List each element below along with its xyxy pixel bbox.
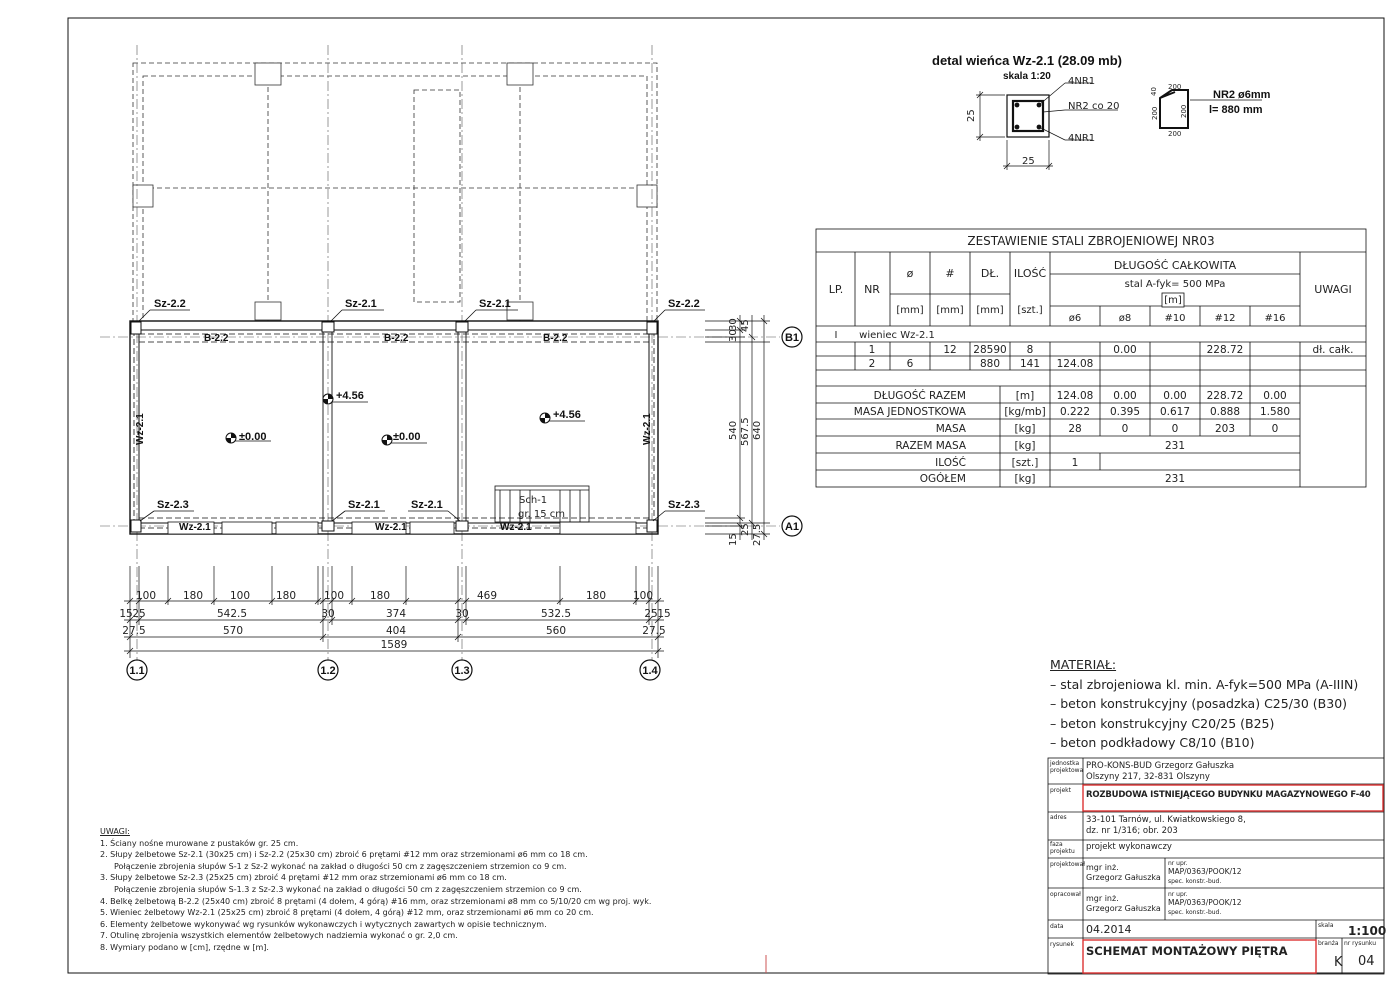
beam-label-1: B-2.2: [204, 333, 229, 344]
tb-label-nrupr-1: nr upr.: [1168, 860, 1188, 867]
tb-spec-2: spec. konstr.-bud.: [1168, 909, 1222, 916]
dim1-3: 180: [275, 590, 297, 602]
note-8: 8. Wymiary podano w [cm], rzędne w [m].: [100, 942, 269, 952]
note-3b: Połączenie zbrojenia słupów S-1.3 z Sz-2.3 wykonać na zakład o długości 50 cm z zagęszczeniem strzemion co 9 cm.: [114, 884, 582, 894]
dim1-2: 100: [229, 590, 251, 602]
summary-unit: [m]: [1015, 390, 1035, 402]
stirrup-dim-4: 200: [1180, 104, 1188, 118]
row-dl: 880: [979, 358, 1001, 370]
tb-spec-1: spec. konstr.-bud.: [1168, 878, 1222, 885]
tb-label-rysunek: rysunek: [1050, 941, 1074, 948]
dim2-4: 374: [385, 608, 407, 620]
summary-value: 0.888: [1209, 406, 1241, 418]
row-dl: 28590: [973, 344, 1007, 356]
summary-value: 0.00: [1263, 390, 1287, 402]
tb-branch: K: [1334, 955, 1343, 970]
column-sz21-a: [322, 322, 334, 332]
th-phi: ø: [906, 267, 914, 280]
td-12: #12: [1214, 313, 1236, 324]
ogolem-value: 231: [1164, 473, 1186, 485]
col-label-top-2: Sz-2.1: [345, 298, 377, 310]
tu-mm3: [mm]: [976, 305, 1004, 316]
level-label-1: ±0.00: [239, 431, 267, 443]
summary-value: 1.580: [1259, 406, 1291, 418]
ilosc-unit: [szt.]: [1011, 457, 1039, 469]
stair-label: Sch-1: [519, 495, 548, 506]
note-5: 5. Wieniec żelbetowy Wz-2.1 (25x25 cm) zbroić 8 prętami (4 dołem, 4 górą) #12 mm, oraz strzemionami ø6 mm co 20 cm.: [100, 908, 594, 918]
ogolem-label: OGÓŁEM: [919, 473, 966, 485]
side-label-left: Wz-2.1: [135, 413, 146, 445]
summary-value: 203: [1214, 423, 1236, 435]
dim2-2: 542.5: [216, 608, 248, 620]
summary-value: 0: [1171, 423, 1179, 435]
steel-table-rows: [854, 344, 1354, 485]
row-ilosc: 8: [1026, 344, 1034, 356]
row-value: 228.72: [1206, 344, 1244, 356]
note-2: 2. Słupy żelbetowe Sz-2.1 (30x25 cm) i Sz-2.2 (25x30 cm) zbroić 6 prętami #12 mm oraz strzemionami ø6 mm co 18 cm.: [100, 850, 588, 860]
beam-label-3: B-2.2: [543, 333, 568, 344]
column-sz23-left: [131, 520, 141, 532]
detail-label-top: 4NR1: [1068, 76, 1096, 87]
vdim-8: 25: [740, 523, 751, 536]
material-3: – beton konstrukcyjny C20/25 (B25): [1050, 715, 1275, 731]
summary-value: 0: [1271, 423, 1279, 435]
th-dlugosc: DŁUGOŚĆ CAŁKOWITA: [1113, 259, 1237, 272]
dim3-4: 27.5: [642, 625, 666, 637]
row-nr: 2: [868, 358, 876, 370]
axis-b1: B1: [784, 332, 800, 344]
row-value: 124.08: [1056, 358, 1094, 370]
td-10: #10: [1164, 313, 1186, 324]
row-value: 0.00: [1113, 344, 1137, 356]
summary-unit: [kg]: [1014, 423, 1036, 435]
vdim-1: 30: [728, 318, 739, 331]
td-phi8: ø8: [1118, 313, 1132, 324]
th-lp: LP.: [828, 283, 844, 296]
tb-license-1: MAP/0363/POOK/12: [1168, 867, 1242, 876]
summary-label: DŁUGOŚĆ RAZEM: [873, 390, 966, 402]
steel-table-title: ZESTAWIENIE STALI ZBROJENIOWEJ NR03: [967, 234, 1215, 248]
tb-label-skala: skala: [1318, 922, 1334, 929]
note-7: 7. Otulinę zbrojenia wszystkich elementów żelbetowych nadziemia wykonać o gr. 2,0 cm.: [100, 931, 458, 941]
dim2-7: 25: [644, 608, 658, 620]
razem-masa-label: RAZEM MASA: [895, 440, 966, 452]
tb-project: ROZBUDOWA ISTNIEJĄCEGO BUDYNKU MAGAZYNOWEGO F-40: [1086, 790, 1371, 800]
detail-scale: skala 1:20: [1003, 71, 1051, 82]
dim2-1: 25: [132, 608, 146, 620]
material-title: MATERIAŁ:: [1050, 657, 1117, 672]
dim2-0: 15: [119, 608, 133, 620]
level-label-3: ±0.00: [393, 431, 421, 443]
axis-lines: [100, 45, 780, 660]
lower-floor-outline: [133, 63, 657, 321]
stirrup-length: l= 880 mm: [1209, 104, 1263, 116]
summary-value: 0.395: [1109, 406, 1141, 418]
detail-dim-h: 25: [966, 109, 977, 122]
tb-person-1a: mgr inż.: [1086, 863, 1119, 872]
floor-plan: [100, 45, 802, 680]
vdim-3: 45: [740, 319, 751, 332]
summary-value: 28: [1068, 423, 1082, 435]
axis-a1: A1: [784, 521, 800, 533]
detail-title: detal wieńca Wz-2.1 (28.09 mb): [932, 53, 1123, 68]
row-phi: 6: [906, 358, 914, 370]
note-2b: Połączenie zbrojenia słupów S-1 z Sz-2 wykonać na zakład o długości 50 cm z zagęszczeniem strzemion co 9 cm.: [114, 861, 567, 871]
vdim-7: 15: [728, 533, 739, 546]
th-m: [m]: [1164, 295, 1182, 306]
tb-address-2: dz. nr 1/316; obr. 203: [1086, 826, 1178, 836]
tb-scale: 1:100: [1348, 924, 1387, 938]
col-label-bot-1: Sz-2.3: [157, 499, 189, 511]
column-sz21-b: [456, 322, 468, 332]
tu-mm2: [mm]: [936, 305, 964, 316]
beam-label-2: B-2.2: [384, 333, 409, 344]
upper-floor-walls: [130, 321, 658, 534]
tu-szt: [szt.]: [1017, 305, 1043, 316]
summary-value: 0.00: [1113, 390, 1137, 402]
stair-sub-label: gr. 15 cm: [518, 509, 566, 520]
ogolem-unit: [kg]: [1014, 473, 1036, 485]
vdim-2: 30: [728, 329, 739, 342]
th-uwagi: UWAGI: [1314, 283, 1352, 296]
note-4: 4. Belkę żelbetową B-2.2 (25x40 cm) zbroić 8 prętami (4 dołem, 4 górą) #16 mm, oraz strzemionami ø8 mm co 5/10/20 cm wg proj. wyk.: [100, 896, 652, 906]
axis-1-2: 1.2: [320, 665, 336, 677]
notes-title: UWAGI:: [100, 827, 130, 836]
dim1-0: 100: [135, 590, 157, 602]
vdim-9: 27.5: [752, 523, 763, 546]
lower-floor-columns: [133, 63, 657, 320]
col-label-bot-3: Sz-2.1: [411, 499, 443, 511]
detail-label-bot: 4NR1: [1068, 133, 1096, 144]
row-nr: 1: [868, 344, 876, 356]
tb-date: 04.2014: [1086, 923, 1132, 936]
th-stal: stal A-fyk= 500 MPa: [1124, 279, 1226, 290]
dim1-5: 180: [369, 590, 391, 602]
th-ilosc: ILOŚĆ: [1013, 267, 1047, 280]
summary-value: 0.00: [1163, 390, 1187, 402]
row-uwagi: dł. całk.: [1312, 344, 1354, 356]
dim3-1: 570: [222, 625, 244, 637]
tu-mm1: [mm]: [896, 305, 924, 316]
tb-license-2: MAP/0363/POOK/12: [1168, 898, 1242, 907]
td-16: #16: [1264, 313, 1286, 324]
detail-label-mid: NR2 co 20: [1068, 101, 1120, 112]
dim1-1: 180: [182, 590, 204, 602]
col-label-bot-2: Sz-2.1: [348, 499, 380, 511]
col-label-top-4: Sz-2.2: [668, 298, 700, 310]
summary-value: 124.08: [1056, 390, 1094, 402]
tb-company-1: PRO-KONS-BUD Grzegorz Gałuszka: [1086, 761, 1235, 771]
dim3-3: 560: [545, 625, 567, 637]
tb-person-1b: Grzegorz Gałuszka: [1086, 873, 1161, 882]
axis-1-1: 1.1: [129, 665, 145, 677]
dim-total: 1589: [380, 639, 408, 651]
tb-label-projekt: projekt: [1050, 787, 1071, 794]
level-label-4: +4.56: [553, 409, 581, 421]
tb-phase: projekt wykonawczy: [1086, 842, 1172, 852]
stirrup-dim-3: 200: [1151, 106, 1159, 120]
col-label-top-1: Sz-2.2: [154, 298, 186, 310]
dim2-8: 15: [657, 608, 671, 620]
ilosc-value: 1: [1071, 457, 1079, 469]
column-sz23-right: [647, 520, 657, 532]
summary-value: 0.222: [1059, 406, 1091, 418]
axis-1-4: 1.4: [642, 665, 658, 677]
stirrup-name: NR2 ø6mm: [1213, 89, 1271, 101]
side-label-right: Wz-2.1: [642, 413, 653, 445]
notes-block: [100, 826, 740, 954]
group-lp: I: [834, 330, 838, 341]
note-6: 6. Elementy żelbetowe wykonywać wg rysunków wykonawczych i wytycznych zawartych w opisie technicznym.: [100, 919, 547, 929]
tb-label-opracowal: opracował: [1050, 891, 1081, 898]
ring-label-3: Wz-2.1: [500, 522, 532, 533]
tb-number: 04: [1358, 954, 1375, 969]
tb-label-data: data: [1050, 923, 1064, 930]
summary-label: MASA JEDNOSTKOWA: [853, 406, 966, 418]
tb-label-branza: branża: [1318, 940, 1339, 947]
col-label-bot-4: Sz-2.3: [668, 499, 700, 511]
th-dl: DŁ.: [980, 267, 1000, 280]
dim2-6: 532.5: [540, 608, 572, 620]
tb-label-adres: adres: [1050, 814, 1067, 821]
row-ilosc: 141: [1019, 358, 1041, 370]
razem-masa-value: 231: [1164, 440, 1186, 452]
razem-masa-unit: [kg]: [1014, 440, 1036, 452]
note-3: 3. Słupy żelbetowe Sz-2.3 (25x25 cm) zbroić 4 prętami #12 mm oraz strzemionami ø6 mm co 18 cm.: [100, 873, 507, 883]
summary-value: 0: [1121, 423, 1129, 435]
dim2-3: 30: [321, 608, 335, 620]
note-1: 1. Ściany nośne murowane z pustaków gr. 25 cm.: [100, 838, 299, 848]
tb-label-nr: nr rysunku: [1344, 940, 1377, 947]
column-sz21-d: [456, 521, 468, 531]
vdim-5: 567.5: [740, 417, 751, 446]
title-block: [1048, 758, 1387, 974]
tb-label-projektowal: projektował: [1050, 861, 1085, 868]
dim1-8: 100: [632, 590, 654, 602]
ring-beam-detail: [932, 53, 1271, 170]
dim1-6: 469: [476, 590, 498, 602]
summary-value: 228.72: [1206, 390, 1244, 402]
summary-label: MASA: [935, 423, 966, 435]
column-sz22-right: [647, 322, 657, 334]
material-block: [1050, 655, 1380, 753]
tb-person-2b: Grzegorz Gałuszka: [1086, 904, 1161, 913]
summary-unit: [kg/mb]: [1004, 406, 1046, 418]
steel-table-text: [829, 234, 1352, 341]
stirrup-dim-1: 200: [1168, 83, 1182, 91]
stirrup-dim-5: 200: [1168, 130, 1182, 138]
dim3-0: 27.5: [122, 625, 146, 637]
row-hash: 12: [943, 344, 957, 356]
vdim-4: 540: [728, 420, 739, 440]
tb-label-jednostka: jednostka projektowa: [1050, 760, 1084, 774]
ring-label-2: Wz-2.1: [375, 522, 407, 533]
col-label-top-3: Sz-2.1: [479, 298, 511, 310]
material-4: – beton podkładowy C8/10 (B10): [1050, 735, 1255, 750]
tb-person-2a: mgr inż.: [1086, 894, 1119, 903]
ilosc-label: ILOŚĆ: [935, 457, 966, 469]
group-name: wieniec Wz-2.1: [859, 330, 935, 341]
vdim-6: 640: [752, 420, 763, 440]
dim2-5: 30: [455, 608, 469, 620]
stirrup-dim-2: 40: [1150, 87, 1158, 96]
tb-company-2: Olszyny 217, 32-831 Olszyny: [1086, 772, 1210, 782]
material-1: – stal zbrojeniowa kl. min. A-fyk=500 MPa (A-IIIN): [1050, 676, 1359, 692]
column-sz21-c: [322, 521, 334, 531]
detail-dim-w: 25: [1022, 156, 1035, 167]
ring-label-1: Wz-2.1: [179, 522, 211, 533]
td-phi6: ø6: [1068, 313, 1082, 324]
level-label-2: +4.56: [336, 390, 364, 402]
tb-label-faza: faza projektu: [1050, 841, 1075, 855]
axis-1-3: 1.3: [454, 665, 470, 677]
th-hash: #: [945, 267, 955, 280]
th-nr: NR: [864, 283, 880, 296]
tb-address-1: 33-101 Tarnów, ul. Kwiatkowskiego 8,: [1086, 815, 1246, 825]
column-sz22-left: [131, 322, 141, 334]
tb-label-nrupr-2: nr upr.: [1168, 891, 1188, 898]
dim3-2: 404: [385, 625, 407, 637]
material-2: – beton konstrukcyjny (posadzka) C25/30 (B30): [1050, 696, 1348, 711]
dim1-7: 180: [585, 590, 607, 602]
summary-value: 0.617: [1159, 406, 1191, 418]
dim1-4: 100: [323, 590, 345, 602]
tb-drawing: SCHEMAT MONTAŻOWY PIĘTRA: [1086, 944, 1288, 958]
